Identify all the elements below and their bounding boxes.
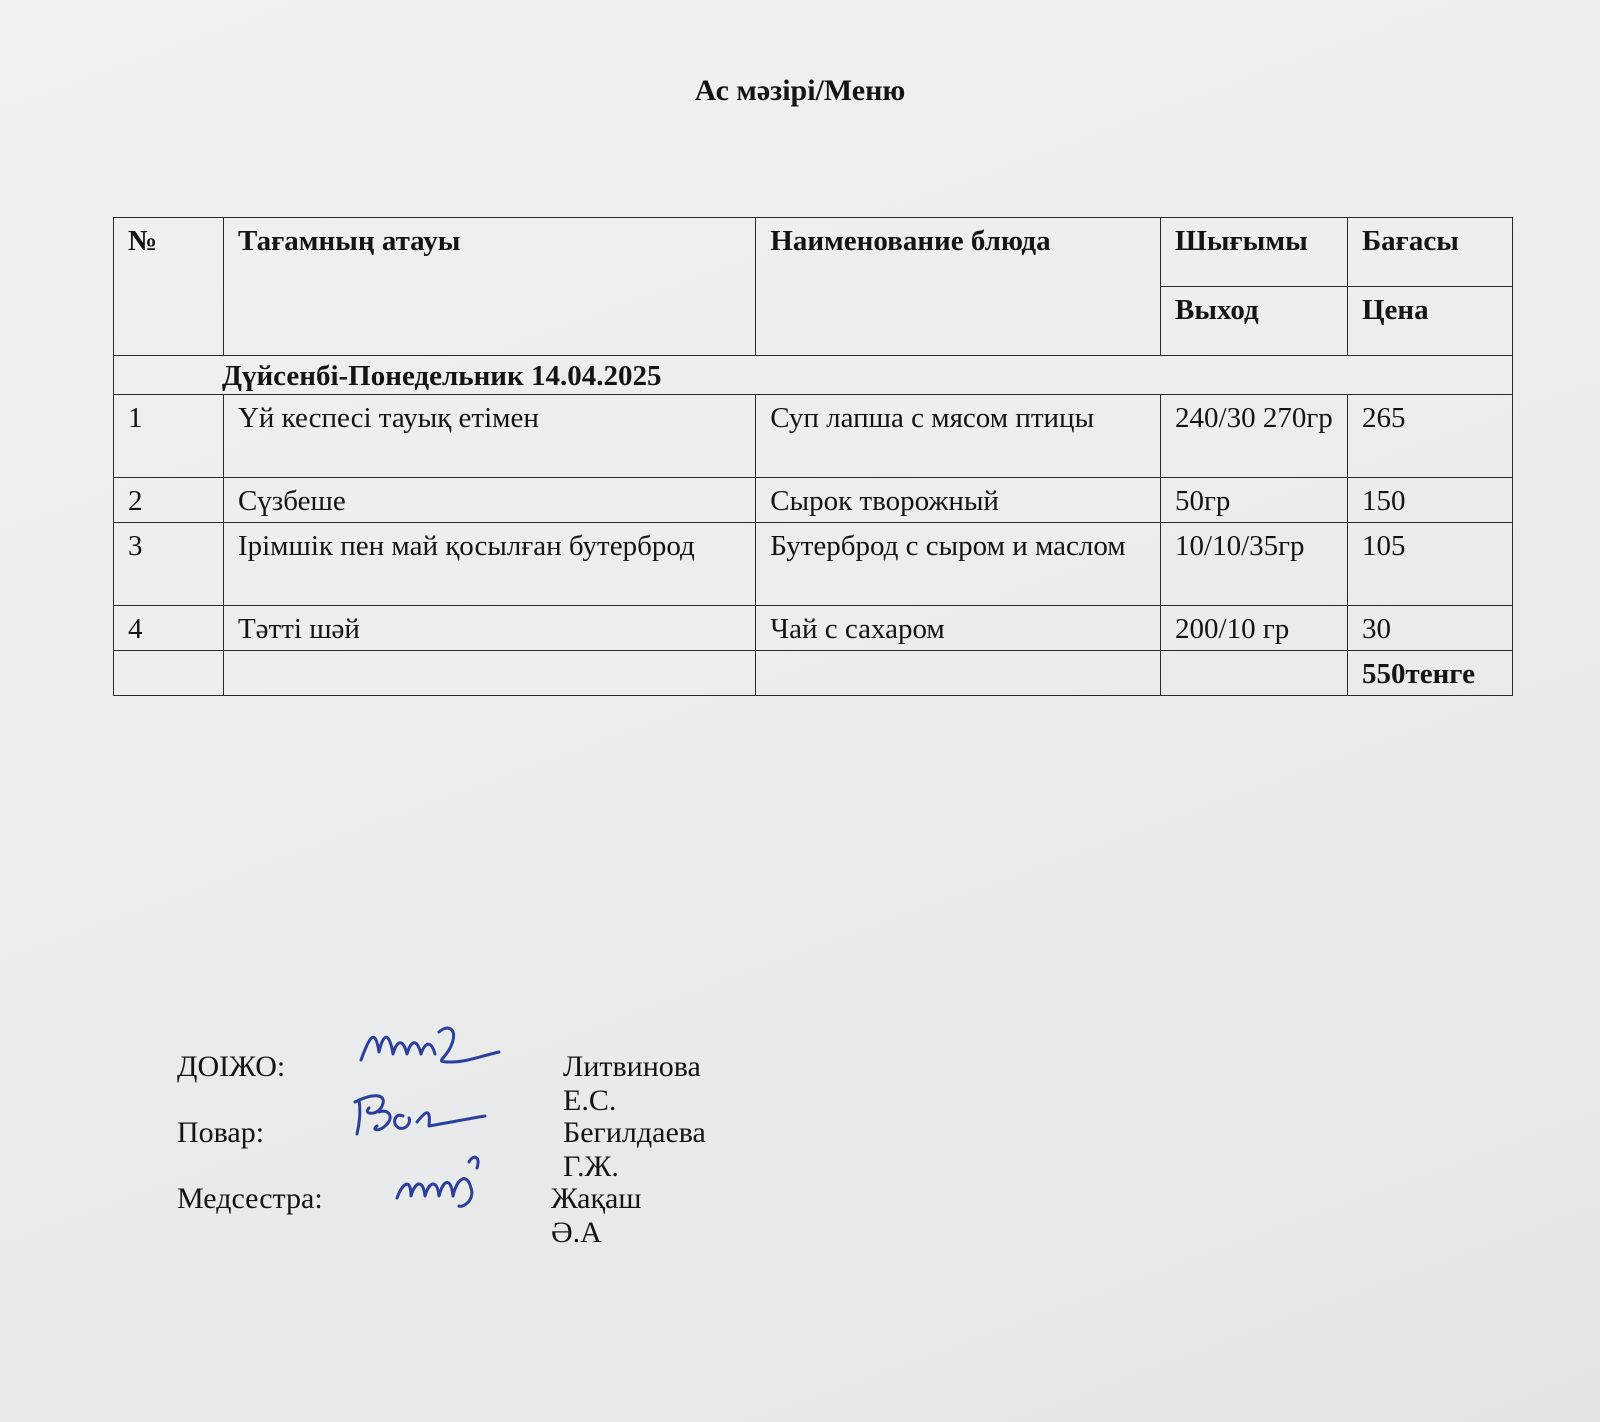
cell-price: 30 [1347,606,1512,651]
cell-output: 10/10/35гр [1161,523,1348,606]
menu-table [113,217,1513,696]
header-name-ru: Наименование блюда [756,218,1161,356]
header-name-kz: Тағамның атауы [223,218,755,356]
cell-output: 50гр [1161,478,1348,523]
cell-number: 3 [114,523,224,606]
table-row [114,606,1513,651]
cell-name-kz: Сүзбеше [223,478,755,523]
cell-empty [114,651,224,696]
cell-name-kz: Тәтті шәй [223,606,755,651]
header-price-ru: Цена [1347,287,1512,356]
cell-name-ru: Суп лапша с мясом птицы [756,395,1161,478]
table-row [114,395,1513,478]
cell-empty [1161,651,1348,696]
day-row [114,356,1513,395]
signature-name: Бегилдаева Г.Ж. [563,1116,706,1183]
day-label: Дүйсенбі-Понедельник 14.04.2025 [114,356,1513,395]
total-row [114,651,1513,696]
cell-empty [756,651,1161,696]
cell-name-ru: Чай с сахаром [756,606,1161,651]
cell-name-ru: Сырок творожный [756,478,1161,523]
cell-price: 105 [1347,523,1512,606]
handwritten-signature [389,1148,509,1226]
cell-name-kz: Үй кеспесі тауық етімен [223,395,755,478]
signature-role: Медсестра: [177,1182,323,1215]
signature-role: Повар: [177,1116,265,1149]
table-row [114,523,1513,606]
total-price: 550тенге [1347,651,1512,696]
signature-name: Литвинова Е.С. [563,1050,701,1117]
cell-price: 265 [1347,395,1512,478]
page-title: Ас мәзірі/Меню [694,74,906,107]
cell-number: 4 [114,606,224,651]
header-output-ru: Выход [1161,287,1348,356]
cell-price: 150 [1347,478,1512,523]
table-row [114,478,1513,523]
header-price-kz: Бағасы [1347,218,1512,287]
cell-empty [223,651,755,696]
cell-number: 2 [114,478,224,523]
header-output-kz: Шығымы [1161,218,1348,287]
cell-name-kz: Ірімшік пен май қосылған бутерброд [223,523,755,606]
table-header-row [114,218,1513,287]
signature-name: Жақаш Ә.А [551,1182,642,1249]
cell-number: 1 [114,395,224,478]
signature-role: ДОІЖО: [177,1050,286,1083]
cell-output: 200/10 гр [1161,606,1348,651]
header-number: № [114,218,224,356]
cell-output: 240/30 270гр [1161,395,1348,478]
cell-name-ru: Бутерброд с сыром и маслом [756,523,1161,606]
